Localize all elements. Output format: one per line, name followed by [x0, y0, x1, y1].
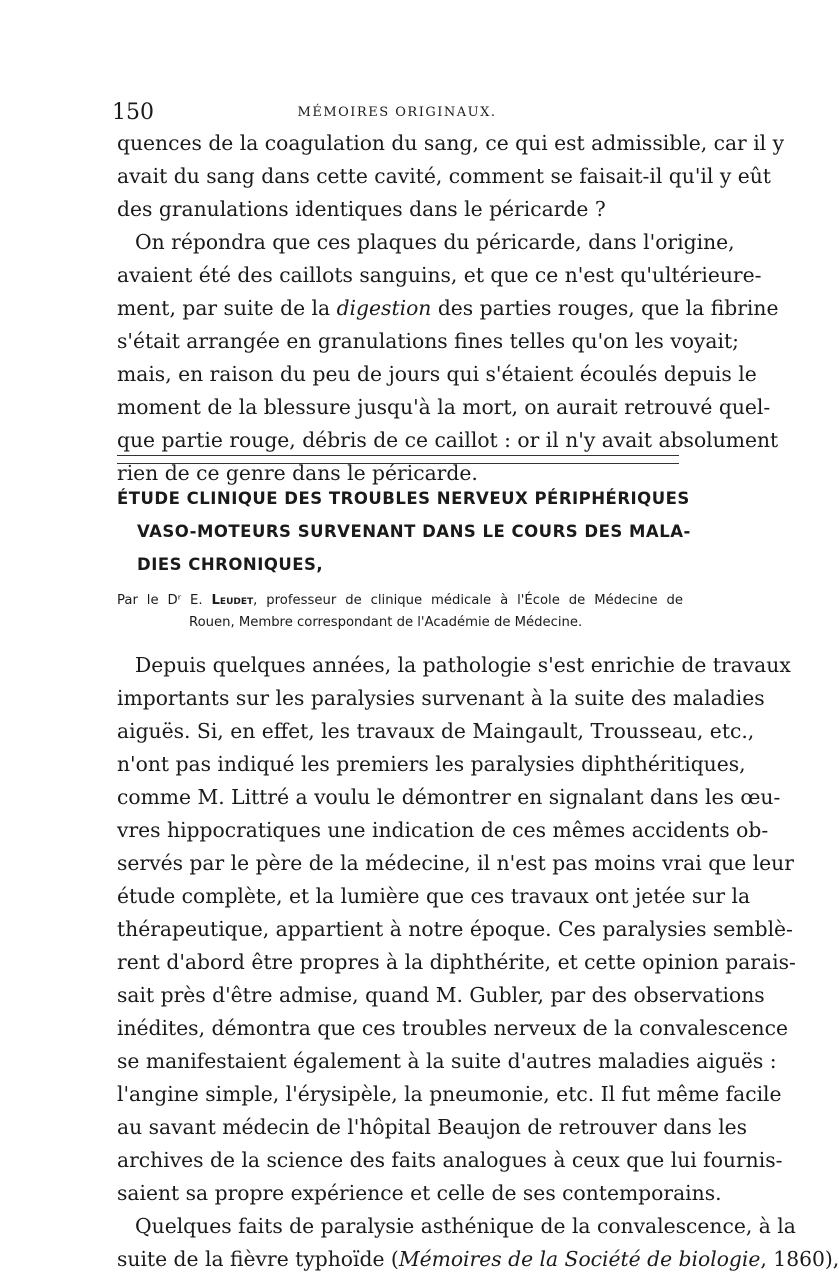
title-line: ÉTUDE CLINIQUE DES TROUBLES NERVEUX PÉRIPHÉRIQUES [117, 489, 690, 508]
text-line: inédites, démontra que ces troubles nerveux de la convalescence [117, 1016, 788, 1040]
text-line: rien de ce genre dans le péricarde. [117, 461, 478, 485]
italic-word: digestion [336, 296, 432, 320]
author-byline [117, 590, 683, 634]
author-name: Leudet [211, 593, 254, 608]
title-line: DIES CHRONIQUES, [137, 555, 324, 574]
text-line: rent d'abord être propres à la diphthérite, et cette opinion parais- [117, 950, 796, 974]
text-line: avait du sang dans cette cavité, comment se faisait-il qu'il y eût [117, 164, 771, 188]
text-line: au savant médecin de l'hôpital Beaujon de retrouver dans les [117, 1115, 748, 1139]
byline-line [117, 590, 683, 612]
text-line: saient sa propre expérience et celle de ses contemporains. [117, 1181, 722, 1205]
text-line: se manifestaient également à la suite d'autres maladies aiguës : [117, 1049, 777, 1073]
byline-prefix: Par le Dʳ E. [117, 593, 203, 608]
byline-line: Rouen, Membre correspondant de l'Académie de Médecine. [189, 615, 583, 630]
italic-citation: Mémoires de la Société de biologie [398, 1247, 761, 1271]
page-number: 150 [112, 100, 154, 125]
text-line: Depuis quelques années, la pathologie s'est enrichie de travaux [135, 653, 791, 677]
text-line: l'angine simple, l'érysipèle, la pneumonie, etc. Il fut même facile [117, 1082, 782, 1106]
text-line: thérapeutique, appartient à notre époque. Ces paralysies semblè- [117, 917, 793, 941]
text-line [117, 1243, 839, 1276]
byline-affiliation: , professeur de clinique médicale à l'École de Médecine de [253, 593, 683, 608]
text-line: avaient été des caillots sanguins, et que ce n'est qu'ultérieure- [117, 263, 762, 287]
text-line: n'ont pas indiqué les premiers les paralysies diphthéritiques, [117, 752, 746, 776]
continuation-paragraphs [117, 127, 785, 490]
text-line [117, 292, 779, 325]
text-line: servés par le père de la médecine, il n'est pas moins vrai que leur [117, 851, 794, 875]
text-line: étude complète, et la lumière que ces travaux ont jetée sur la [117, 884, 751, 908]
text-segment: des parties rouges, que la fibrine [437, 296, 779, 320]
text-line: sait près d'être admise, quand M. Gubler, par des observations [117, 983, 765, 1007]
text-line: archives de la science des faits analogues à ceux que lui fournis- [117, 1148, 783, 1172]
section-divider [117, 455, 679, 464]
text-segment: ment, par suite de la [117, 296, 331, 320]
text-line: On répondra que ces plaques du péricarde, dans l'origine, [135, 230, 735, 254]
title-line: VASO-MOTEURS SURVENANT DANS LE COURS DES MALA- [137, 522, 691, 541]
text-line: moment de la blessure jusqu'à la mort, on aurait retrouvé quel- [117, 395, 771, 419]
text-line: que partie rouge, débris de ce caillot : or il n'y avait absolument [117, 428, 779, 452]
text-line: comme M. Littré a voulu le démontrer en signalant dans les œu- [117, 785, 781, 809]
text-line: Quelques faits de paralysie asthénique de la convalescence, à la [135, 1214, 796, 1238]
text-line: des granulations identiques dans le péricarde ? [117, 197, 606, 221]
text-line: mais, en raison du peu de jours qui s'étaient écoulés depuis le [117, 362, 757, 386]
text-segment: suite de la fièvre typhoïde ( [117, 1247, 399, 1271]
text-line: aiguës. Si, en effet, les travaux de Maingault, Trousseau, etc., [117, 719, 755, 743]
text-line: importants sur les paralysies survenant à la suite des maladies [117, 686, 765, 710]
running-title: MÉMOIRES ORIGINAUX. [297, 105, 497, 120]
page-header [112, 100, 682, 130]
text-line: s'était arrangée en granulations fines telles qu'on les voyait; [117, 329, 739, 353]
article-title [117, 482, 691, 581]
text-segment: , 1860), [760, 1247, 839, 1271]
text-line: quences de la coagulation du sang, ce qui est admissible, car il y [117, 131, 785, 155]
text-line: vres hippocratiques une indication de ces mêmes accidents ob- [117, 818, 769, 842]
article-body [117, 649, 839, 1276]
